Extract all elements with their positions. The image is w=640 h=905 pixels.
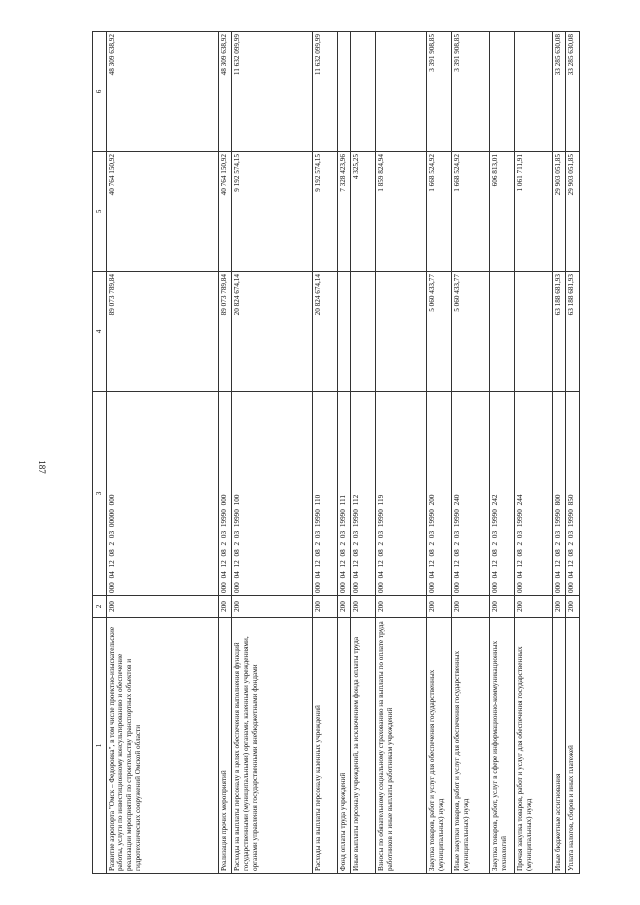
row-code-cell: 200 [312,596,337,618]
row-code-cell: 200 [218,596,232,618]
header-col-6: 6 [93,32,107,152]
row-name-cell: Иные бюджетные ассигнования [552,618,566,874]
row-amount-4-cell [351,272,376,392]
table-row [218,32,232,874]
row-code-cell: 200 [337,596,351,618]
row-amount-5-cell: 29 903 051,85 [552,152,566,272]
table-row [452,32,490,874]
row-amount-5-cell: 1 859 824,94 [376,152,426,272]
row-amount-5-cell: 40 764 150,92 [106,152,218,272]
rotated-page [92,32,580,874]
row-classification-cell: 000 04 12 08 2 03 19990 240 [452,392,490,596]
row-classification-cell: 000 04 12 08 2 03 19990 200 [426,392,451,596]
row-name-cell: Закупка товаров, работ, услуг в сфере информационно-коммуникационных технологий [489,618,514,874]
row-code-cell: 200 [489,596,514,618]
row-amount-6-cell: 33 285 630,08 [552,32,566,152]
row-amount-5-cell: 1 668 524,92 [452,152,490,272]
row-amount-6-cell [337,32,351,152]
row-classification-cell: 000 04 12 08 2 03 19990 110 [312,392,337,596]
row-code-cell: 200 [426,596,451,618]
row-amount-6-cell [489,32,514,152]
table-row [312,32,337,874]
row-classification-cell: 000 04 12 08 2 03 19990 100 [232,392,312,596]
row-amount-6-cell [351,32,376,152]
table-row [552,32,566,874]
row-amount-4-cell: 63 188 681,93 [566,272,580,392]
budget-table [92,31,580,874]
row-amount-4-cell: 5 060 433,77 [452,272,490,392]
row-classification-cell: 000 04 12 08 2 03 19990 850 [566,392,580,596]
row-amount-5-cell: 4 325,25 [351,152,376,272]
row-amount-4-cell: 20 824 674,14 [232,272,312,392]
table-row [566,32,580,874]
header-col-1: 1 [93,618,107,874]
row-code-cell: 200 [515,596,553,618]
row-name-cell: Уплата налогов, сборов и иных платежей [566,618,580,874]
table-row [426,32,451,874]
page-number: 187 [36,460,47,474]
row-amount-4-cell [376,272,426,392]
table-row [489,32,514,874]
row-amount-4-cell: 89 073 789,84 [106,272,218,392]
row-name-cell: Закупка товаров, работ и услуг для обеспечения государственных (муниципальных) нужд [426,618,451,874]
row-classification-cell: 000 04 12 08 2 03 19990 000 [218,392,232,596]
row-name-cell: Взносы по обязательному социальному страхованию на выплаты по оплате труда работников и иные выплаты работникам учреждений [376,618,426,874]
table-row [337,32,351,874]
row-amount-6-cell: 3 391 908,85 [452,32,490,152]
table-body [93,32,580,874]
table-row [106,32,218,874]
row-classification-cell: 000 04 12 08 2 03 19990 244 [515,392,553,596]
row-classification-cell: 000 04 12 08 2 03 19990 119 [376,392,426,596]
row-code-cell: 200 [452,596,490,618]
row-classification-cell: 000 04 12 08 2 03 19990 242 [489,392,514,596]
row-amount-5-cell: 7 328 423,96 [337,152,351,272]
row-amount-6-cell: 11 632 099,99 [232,32,312,152]
header-col-5: 5 [93,152,107,272]
row-code-cell: 200 [376,596,426,618]
row-amount-5-cell: 40 764 150,92 [218,152,232,272]
row-amount-4-cell: 5 060 433,77 [426,272,451,392]
header-col-3: 3 [93,392,107,596]
row-name-cell: Расходы на выплаты персоналу казенных учреждений [312,618,337,874]
row-amount-6-cell [515,32,553,152]
row-amount-5-cell: 29 903 051,85 [566,152,580,272]
row-code-cell: 200 [351,596,376,618]
header-col-4: 4 [93,272,107,392]
row-classification-cell: 000 04 12 08 2 03 19990 800 [552,392,566,596]
row-amount-4-cell [515,272,553,392]
row-code-cell: 200 [106,596,218,618]
row-name-cell: Иные закупки товаров, работ и услуг для обеспечения государственных (муниципальных) нужд [452,618,490,874]
row-classification-cell: 000 04 12 08 2 03 19990 111 [337,392,351,596]
row-code-cell: 200 [232,596,312,618]
table-row [351,32,376,874]
row-amount-5-cell: 9 192 574,15 [312,152,337,272]
row-amount-6-cell: 48 309 638,92 [218,32,232,152]
row-amount-5-cell: 9 192 574,15 [232,152,312,272]
row-amount-5-cell: 1 668 524,92 [426,152,451,272]
row-name-cell: Иные выплаты персоналу учреждений, за исключением фонда оплаты труда [351,618,376,874]
table-row [232,32,312,874]
table-header-row [93,32,107,874]
row-name-cell: Фонд оплаты труда учреждений [337,618,351,874]
header-col-2: 2 [93,596,107,618]
row-amount-4-cell: 20 824 674,14 [312,272,337,392]
row-code-cell: 200 [552,596,566,618]
row-classification-cell: 000 04 12 08 2 03 00000 000 [106,392,218,596]
row-name-cell: Расходы на выплаты персоналу в целях обеспечения выполнения функций государственными (муниципальными) органами, казенными учреждениями, органами управления государственными внебюджетными фондами [232,618,312,874]
row-amount-4-cell [337,272,351,392]
row-amount-5-cell: 1 061 711,91 [515,152,553,272]
table-row [515,32,553,874]
row-amount-4-cell: 63 188 681,93 [552,272,566,392]
row-amount-5-cell: 606 813,01 [489,152,514,272]
row-classification-cell: 000 04 12 08 2 03 19990 112 [351,392,376,596]
row-amount-4-cell [489,272,514,392]
row-name-cell: Развитие аэропорта "Омск – Федоровка", в том числе проектно-изыскательские работы, услуги по инвестиционному консультированию и обеспечение реализации мероприятий по строительству транспортных объектов и гидротехнических сооружений Омской области [106,618,218,874]
row-amount-6-cell: 3 391 908,85 [426,32,451,152]
row-amount-4-cell: 89 073 789,84 [218,272,232,392]
table-row [376,32,426,874]
row-code-cell: 200 [566,596,580,618]
row-amount-6-cell [376,32,426,152]
row-amount-6-cell: 11 632 099,99 [312,32,337,152]
row-amount-6-cell: 33 285 630,08 [566,32,580,152]
row-name-cell: Реализация прочих мероприятий [218,618,232,874]
row-name-cell: Прочая закупка товаров, работ и услуг для обеспечения государственных (муниципальных) нужд [515,618,553,874]
row-amount-6-cell: 48 309 638,92 [106,32,218,152]
